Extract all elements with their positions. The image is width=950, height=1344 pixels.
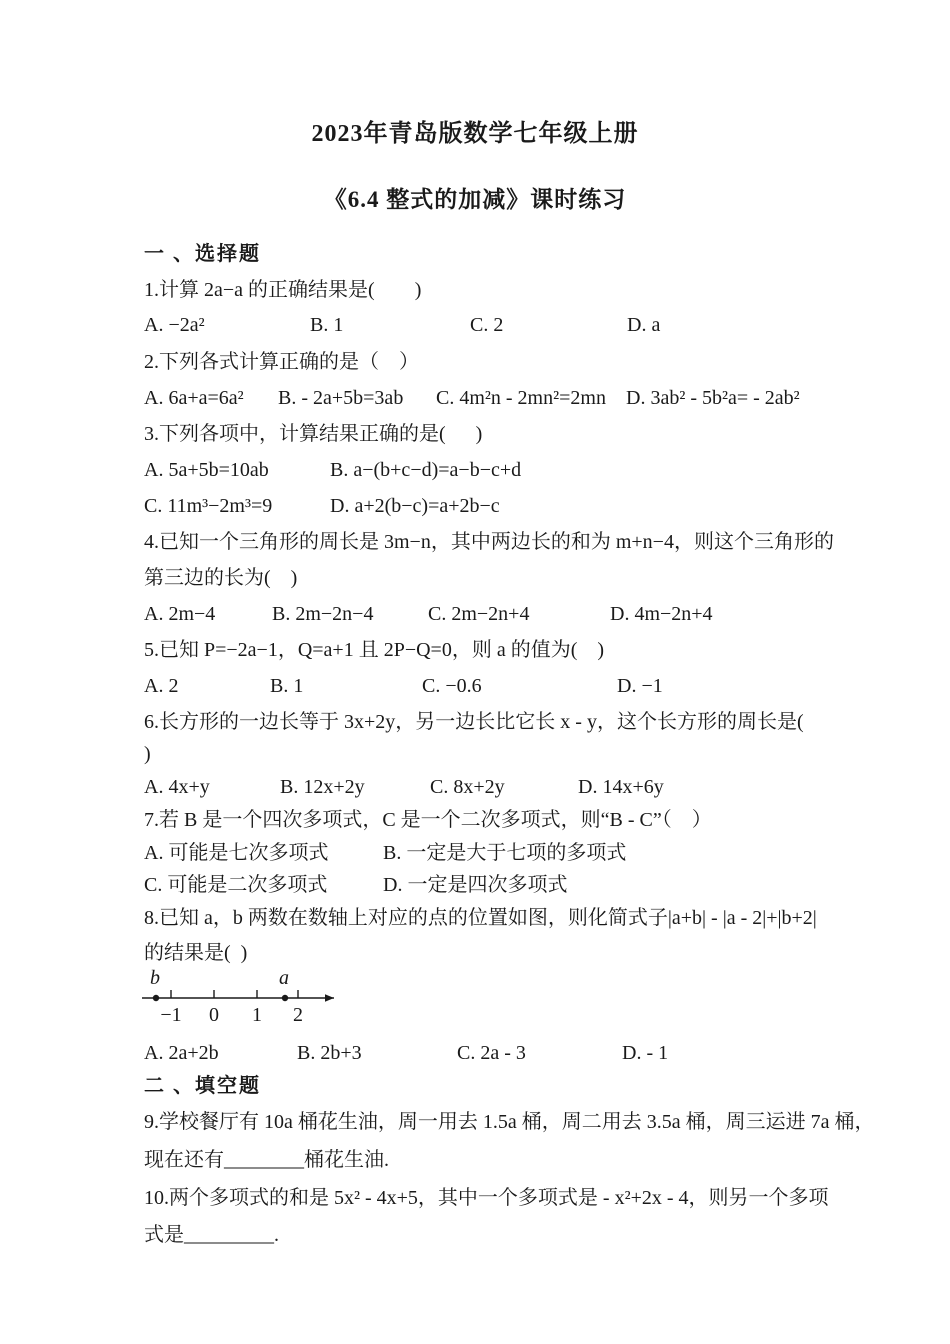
question-3-text: 3.下列各项中，计算结果正确的是( ) [144,423,483,445]
point-a-dot [282,995,288,1001]
question-4-text-line2: 第三边的长为( ) [144,567,298,589]
question-10-text-line1: 10.两个多项式的和是 5x² - 4x+5，其中一个多项式是 - x²+2x - 4，则另一个多项 [144,1187,829,1209]
question-7-text: 7.若 B 是一个四次多项式，C 是一个二次多项式，则“B - C”（ ） [144,809,712,831]
question-4-text-line1: 4.已知一个三角形的周长是 3m−n，其中两边长的和为 m+n−4，则这个三角形的 [144,531,834,553]
question-7-options-ab [0,839,950,869]
tick-label-1: 1 [252,1004,262,1026]
q2-option-a: A. 6a+a=6a² [144,387,244,409]
q1-option-b: B. 1 [310,314,344,336]
section-heading-choice: 一 、选择题 [144,243,261,265]
tick-label-minus1: −1 [160,1004,182,1026]
question-2-options [0,384,950,414]
q6-option-b: B. 12x+2y [280,776,365,798]
q7-option-a: A. 可能是七次多项式 [144,842,329,864]
q4-option-d: D. 4m−2n+4 [610,603,713,625]
question-8-options [0,1039,950,1069]
question-1-options [0,311,950,341]
question-2-text: 2.下列各式计算正确的是（ ） [144,351,419,373]
q5-option-a: A. 2 [144,675,179,697]
question-1-text: 1.计算 2a−a 的正确结果是( ) [144,279,422,301]
q2-option-b: B. - 2a+5b=3ab [278,387,404,409]
q5-option-c: C. −0.6 [422,675,482,697]
point-b-dot [153,995,159,1001]
point-a-label: a [279,967,289,989]
question-6-text-line1: 6.长方形的一边长等于 3x+2y，另一边长比它长 x - y，这个长方形的周长是( [144,711,804,733]
question-5-text: 5.已知 P=−2a−1，Q=a+1 且 2P−Q=0，则 a 的值为( ) [144,639,605,661]
q7-option-b: B. 一定是大于七项的多项式 [383,842,627,864]
number-line-figure [138,966,348,1030]
question-9-text-line2: 现在还有________桶花生油. [144,1149,389,1171]
question-3-options-cd [0,492,950,522]
q7-option-d: D. 一定是四次多项式 [383,874,568,896]
question-8-text-line1: 8.已知 a，b 两数在数轴上对应的点的位置如图，则化简式子|a+b| - |a - 2|+|b+2| [144,907,817,929]
q6-option-d: D. 14x+6y [578,776,664,798]
q5-option-b: B. 1 [270,675,304,697]
q6-option-c: C. 8x+2y [430,776,505,798]
question-3-options-ab [0,456,950,486]
question-6-options [0,773,950,803]
q4-option-a: A. 2m−4 [144,603,216,625]
q3-option-c: C. 11m³−2m³=9 [144,495,273,517]
tick-label-2: 2 [293,1004,303,1026]
question-7-options-cd [0,871,950,901]
q3-option-d: D. a+2(b−c)=a+2b−c [330,495,500,517]
q4-option-c: C. 2m−2n+4 [428,603,530,625]
q4-option-b: B. 2m−2n−4 [272,603,374,625]
page-title: 2023年青岛版数学七年级上册 [311,121,639,147]
q6-option-a: A. 4x+y [144,776,210,798]
question-6-text-line2: ) [144,743,151,765]
q8-option-d: D. - 1 [622,1042,669,1064]
q1-option-d: D. a [627,314,661,336]
question-5-options [0,672,950,702]
question-8-text-line2: 的结果是( ) [144,942,248,964]
q3-option-a: A. 5a+5b=10ab [144,459,269,481]
tick-label-0: 0 [209,1004,219,1026]
question-10-text-line2: 式是_________. [144,1224,279,1246]
q8-option-a: A. 2a+2b [144,1042,219,1064]
q2-option-c: C. 4m²n - 2mn²=2mn [436,387,606,409]
q3-option-b: B. a−(b+c−d)=a−b−c+d [330,459,522,481]
q8-option-b: B. 2b+3 [297,1042,362,1064]
question-9-text-line1: 9.学校餐厅有 10a 桶花生油，周一用去 1.5a 桶，周二用去 3.5a 桶，周三运进 7a 桶， [144,1111,875,1133]
q1-option-a: A. −2a² [144,314,205,336]
q1-option-c: C. 2 [470,314,504,336]
page-subtitle: 《6.4 整式的加减》课时练习 [323,187,627,212]
point-b-label: b [150,967,160,989]
number-line-arrowhead [325,994,334,1002]
q8-option-c: C. 2a - 3 [457,1042,526,1064]
q5-option-d: D. −1 [617,675,663,697]
q2-option-d: D. 3ab² - 5b²a= - 2ab² [626,387,800,409]
section-heading-fill-blank: 二 、填空题 [144,1075,261,1097]
q7-option-c: C. 可能是二次多项式 [144,874,328,896]
question-4-options [0,600,950,630]
